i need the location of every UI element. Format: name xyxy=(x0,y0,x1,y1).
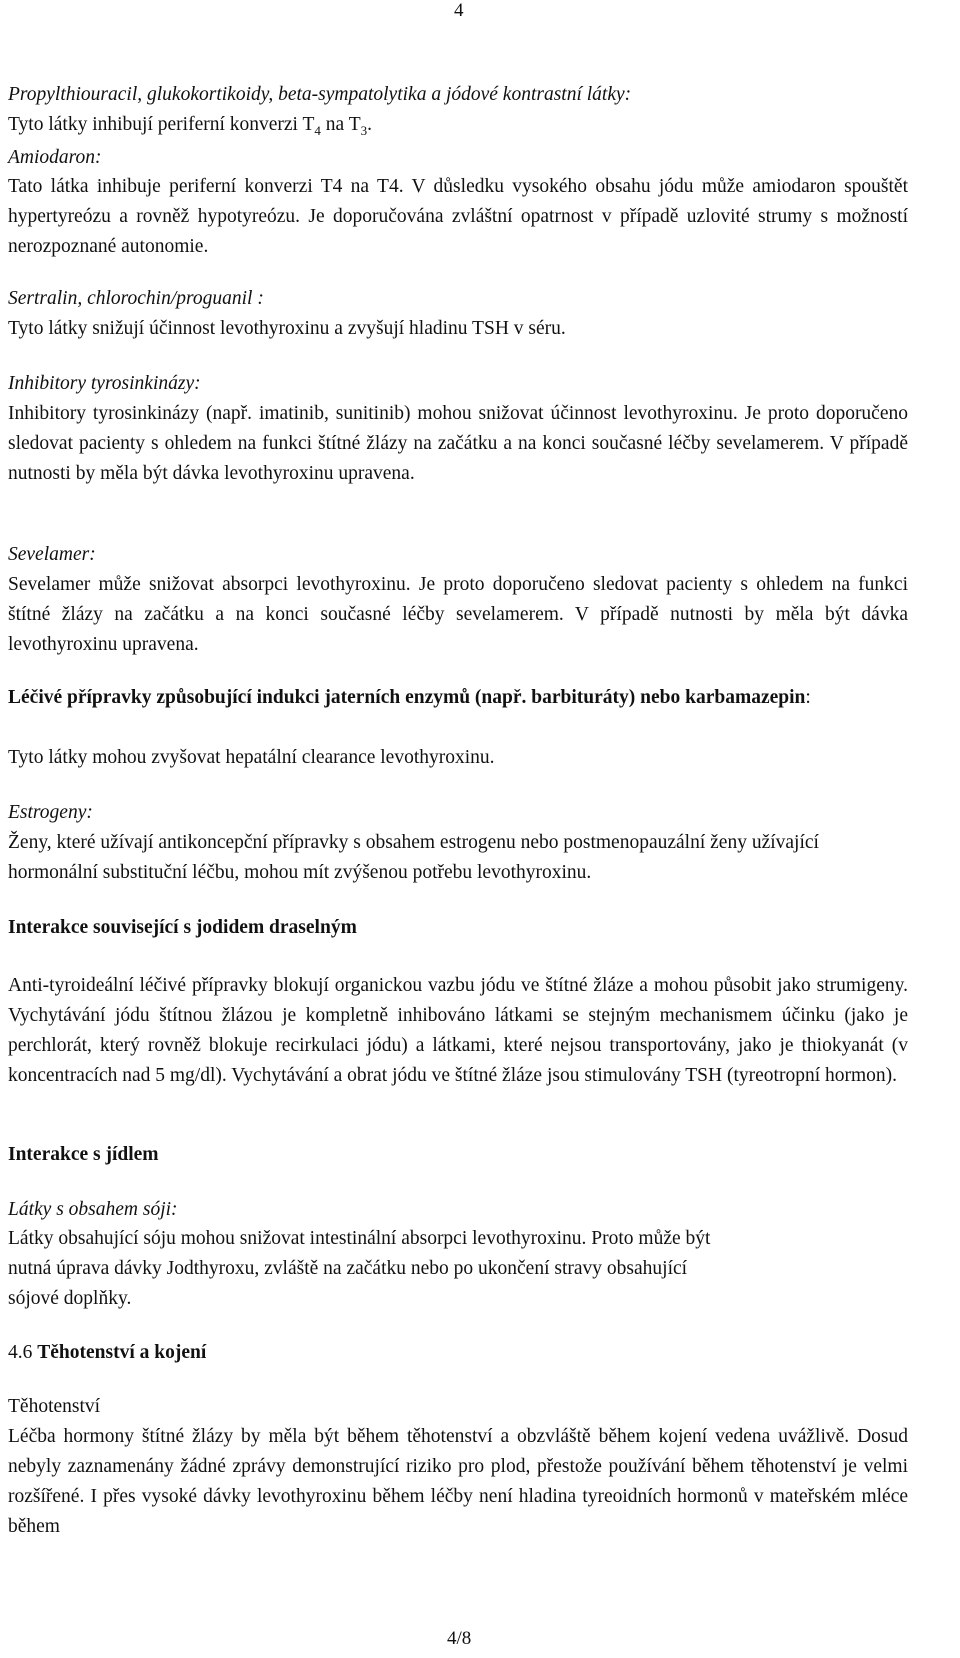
section-text-sevelamer: Sevelamer může snižovat absorpci levothyroxinu. Je proto doporučeno sledovat pacienty s ohledem na funkci štítné žlázy na začátku a na konci současné léčby sevelamerem. V případě nutnosti by měla být dávka levothyroxinu upravena. xyxy=(8,574,908,655)
section-text-soja-line2: nutná úprava dávky Jodthyroxu, zvláště na začátku nebo po ukončení stravy obsahující xyxy=(8,1258,688,1279)
section-heading-estrogeny: Estrogeny: xyxy=(8,802,93,823)
section-heading-tyrosinkinazy: Inhibitory tyrosinkinázy: xyxy=(8,373,201,394)
section-heading-enzyme-induction xyxy=(8,683,908,713)
section-text-propylthiouracil xyxy=(8,110,372,140)
heading-bold: Léčivé přípravky způsobující indukci jaterních enzymů (např. barbituráty) nebo karbamazepin xyxy=(8,687,806,708)
section-text-enzyme-induction: Tyto látky mohou zvyšovat hepatální clearance levothyroxinu. xyxy=(8,747,495,768)
section-text-estrogeny: Ženy, které užívají antikoncepční přípravky s obsahem estrogenu nebo postmenopauzální ženy užívající hormonální substituční léčbu, mohou mít zvýšenou potřebu levothyroxinu. xyxy=(8,832,819,883)
section-heading-sertralin: Sertralin, chlorochin/proguanil : xyxy=(8,288,264,309)
text-a: Tyto látky inhibují periferní konverzi T xyxy=(8,114,315,135)
text-c: . xyxy=(367,114,373,135)
page-number-bottom: 4/8 xyxy=(447,1628,472,1649)
subsection-heading-tehotenstvi: Těhotenství xyxy=(8,1396,101,1417)
section-text-jodid: Anti-tyroideální léčivé přípravky blokují organickou vazbu jódu ve štítné žláze a mohou působit jako strumigeny. Vychytávání jódu štítnou žlázou je kompletně inhibováno látkami se stejným mechanismem účinku (jako je perchlorát, který rovněž blokuje recirkulaci jódu) a látkami, které nejsou transportovány, jako je thiokyanát (v koncentracích nad 5 mg/dl). Vychytávání a obrat jódu ve štítné žláze jsou stimulovány TSH (tyreotropní hormon). xyxy=(8,975,908,1086)
section-heading-sevelamer: Sevelamer: xyxy=(8,544,96,565)
section-text-soja-line3: sójové doplňky. xyxy=(8,1288,132,1309)
section-heading-amiodaron: Amiodaron: xyxy=(8,147,102,168)
section-heading-tehotenstvi xyxy=(8,1338,206,1368)
sub-4: 4 xyxy=(314,123,321,138)
section-number: 4.6 xyxy=(8,1342,38,1363)
section-text-soja-line1: Látky obsahující sóju mohou snižovat intestinální absorpci levothyroxinu. Proto může být xyxy=(8,1228,711,1249)
section-title: Těhotenství a kojení xyxy=(37,1342,207,1363)
section-text-tehotenstvi: Léčba hormony štítné žlázy by měla být během těhotenství a obzvláště během kojení vedena uvážlivě. Dosud nebyly zaznamenány žádné zprávy demonstrující riziko pro plod, přestože používání během těhotenství je velmi rozšířené. I přes vysoké dávky levothyroxinu během léčby není hladina tyreoidních hormonů v mateřském mlécе během xyxy=(8,1426,908,1537)
page-number-top: 4 xyxy=(454,0,464,21)
section-text-amiodaron: Tato látka inhibuje periferní konverzi T4 na T4. V důsledku vysokého obsahu jódu může amiodaron spouštět hypertyreózu a rovněž hypotyreózu. Je doporučována zvláštní opatrnost v případě uzlovité strumy s možností nerozpoznané autonomie. xyxy=(8,176,908,257)
sub-3: 3 xyxy=(360,123,368,138)
section-heading-soja: Látky s obsahem sóji: xyxy=(8,1199,178,1220)
section-heading-jidlo: Interakce s jídlem xyxy=(8,1144,159,1165)
section-text-sertralin: Tyto látky snižují účinnost levothyroxinu a zvyšují hladinu TSH v séru. xyxy=(8,318,566,339)
heading-colon: : xyxy=(805,687,811,708)
section-heading-jodid: Interakce související s jodidem draselným xyxy=(8,917,357,938)
section-text-tyrosinkinazy: Inhibitory tyrosinkinázy (např. imatinib, sunitinib) mohou snižovat účinnost levothyroxinu. Je proto doporučeno sledovat pacienty s ohledem na funkci štítné žlázy na začátku a na konci současné léčby sevelamerem. V případě nutnosti by měla být dávka levothyroxinu upravena. xyxy=(8,403,908,484)
text-b: na T xyxy=(320,114,361,135)
section-heading-propylthiouracil: Propylthiouracil, glukokortikoidy, beta-sympatolytika a jódové kontrastní látky: xyxy=(8,84,632,105)
